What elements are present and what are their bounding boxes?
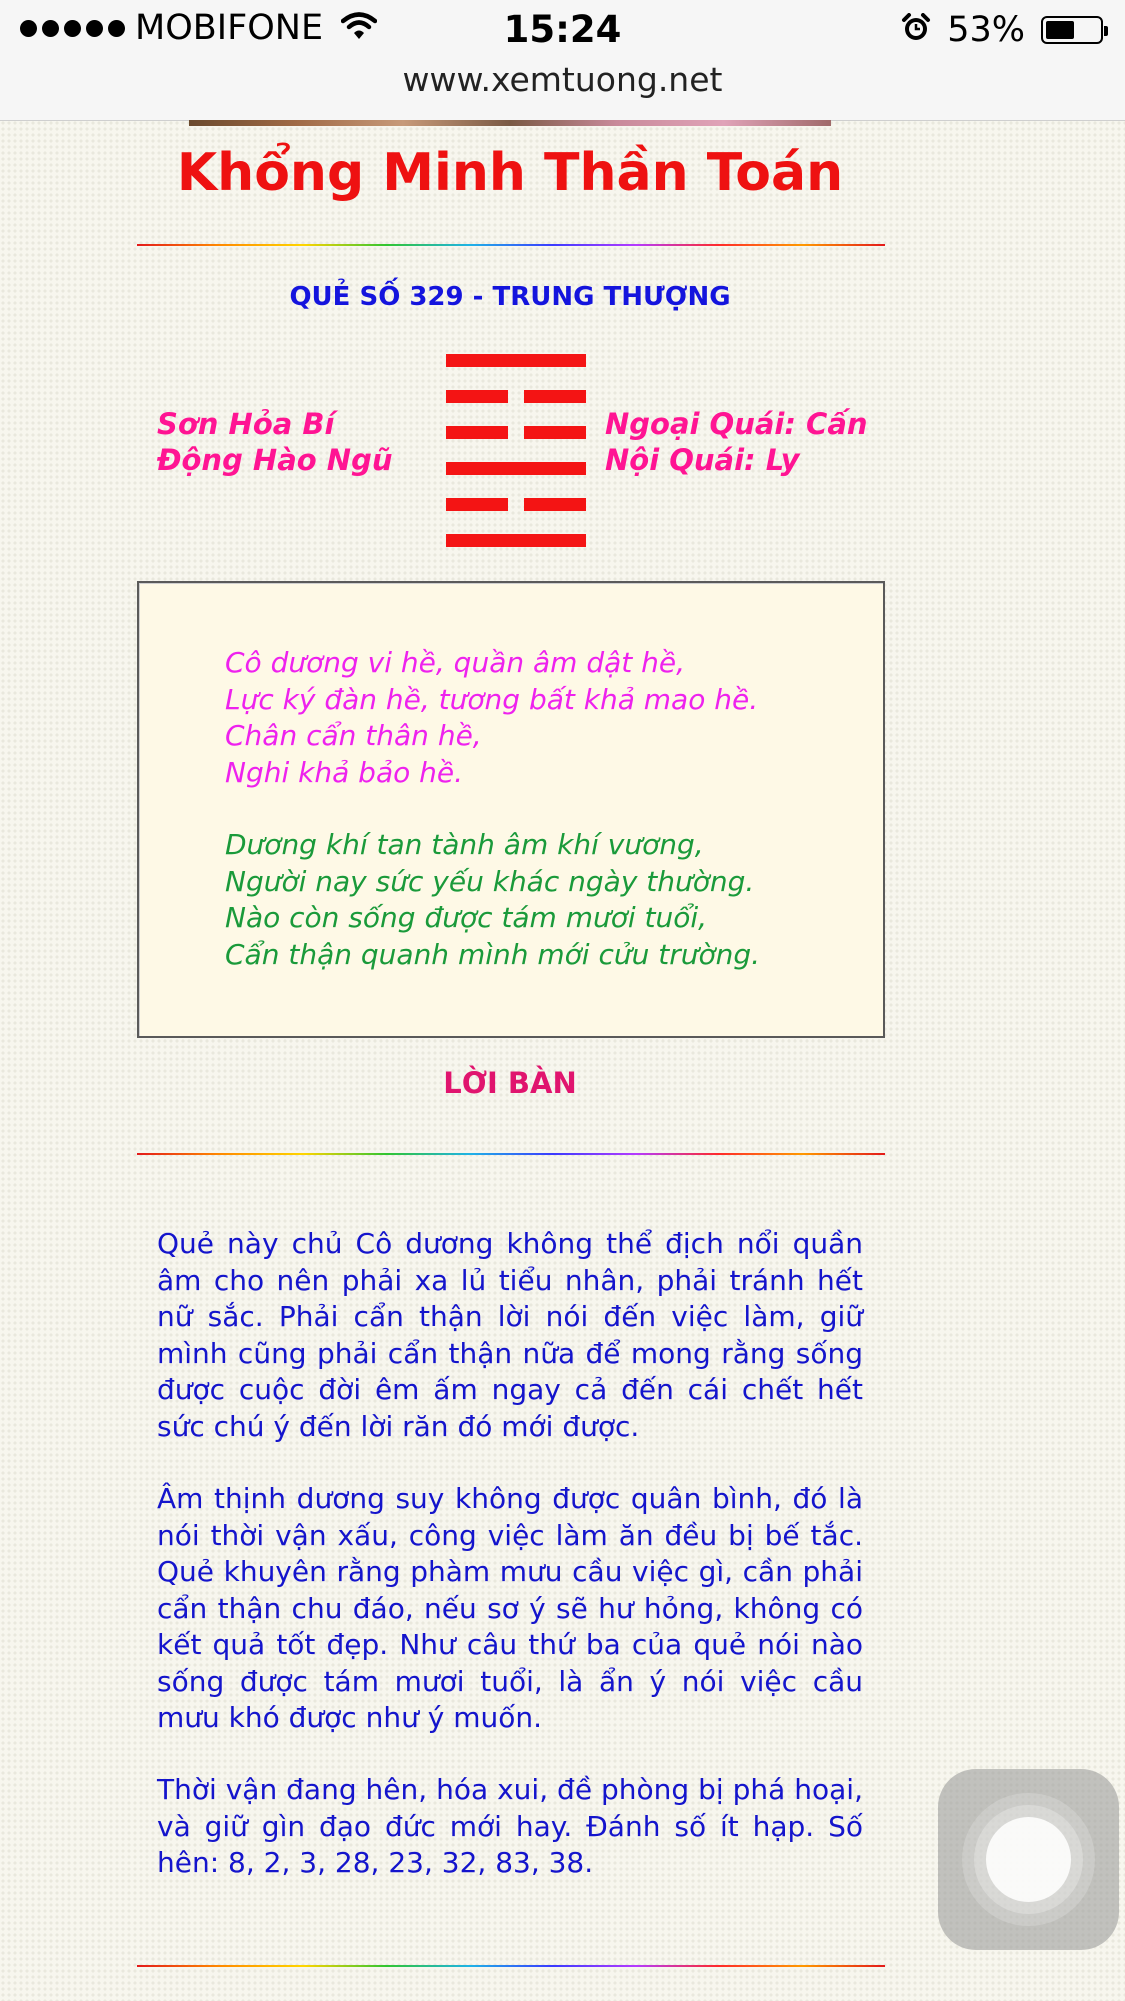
poem-line: Người nay sức yếu khác ngày thường. [225,864,755,898]
hexagram-broken-line [446,390,586,403]
divider-rainbow [137,1965,885,1967]
banner-image [189,120,831,126]
poem-vietnamese [225,827,760,973]
clock-time: 15:24 [503,8,622,51]
poem-line: Lực ký đàn hề, tương bất khả mao hề. [225,682,759,716]
assistive-touch-icon[interactable] [938,1769,1119,1950]
hexagram-broken-line [446,498,586,511]
alarm-clock-icon [901,13,931,47]
address-bar-url[interactable]: www.xemtuong.net [402,60,723,99]
poem-line: Nào còn sống được tám mươi tuổi, [225,901,708,934]
commentary-paragraph: Âm thịnh dương suy không được quân bình, đó là nói thời vận xấu, công việc làm ăn đều bị bế tắc. Quẻ khuyên rằng phàm mưu cầu việc gì, cần phải cẩn thận chu đáo, nếu sơ ý sẽ hư hỏng, không có kết quả tốt đẹp. Như câu thứ ba của quẻ nói nào sống được tám mươi tuổi, là ẩn ý nói việc cầu mưu khó được như ý muốn. [157,1482,863,1734]
commentary-paragraph: Quẻ này chủ Cô dương không thể địch nổi quần âm cho nên phải xa lủ tiểu nhân, phải tránh hết nữ sắc. Phải cẩn thận lời nói đến việc làm, giữ mình cũng phải cẩn thận nữa để mong rằng sống được cuộc đời êm ấm ngay cả đến cái chết hết sức chú ý đến lời răn đó mới được. [157,1227,863,1443]
poem-line: Cẩn thận quanh mình mới cửu trường. [225,937,761,971]
hexagram-name: Sơn Hỏa Bí [157,407,335,441]
hexagram-broken-line [446,426,586,439]
status-right [901,10,1103,50]
commentary-heading: LỜI BÀN [443,1066,577,1100]
battery-icon [1041,16,1103,44]
status-bar [0,0,1125,121]
poem-line: Dương khí tan tành âm khí vương, [225,828,704,861]
poem-line: Nghi khả bảo hề. [225,755,463,789]
commentary-paragraph: Thời vận đang hên, hóa xui, đề phòng bị phá hoại, và giữ gìn đạo đức mới hay. Đánh số ít hạp. Số hên: 8, 2, 3, 28, 23, 32, 83, 38. [157,1773,863,1879]
battery-percent: 53% [947,10,1025,50]
poem-line: Cô dương vi hề, quần âm dật hề, [225,646,686,679]
divider-rainbow [137,244,885,246]
inner-trigram: Nội Quái: Ly [605,443,800,477]
hexagram-solid-line [446,534,586,547]
hexagram-solid-line [446,462,586,475]
page-title: Khổng Minh Thần Toán [176,143,844,203]
outer-trigram: Ngoại Quái: Cấn [605,407,868,441]
hexagram-symbol [446,354,586,570]
poem-line: Chân cẩn thân hề, [225,719,482,752]
carrier-name: MOBIFONE [135,8,324,48]
moving-line-name: Động Hào Ngũ [157,443,393,477]
hexagram-heading: QUẺ SỐ 329 - TRUNG THƯỢNG [289,282,731,312]
divider-rainbow [137,1153,885,1155]
poem-han-viet [225,645,758,791]
hexagram-solid-line [446,354,586,367]
